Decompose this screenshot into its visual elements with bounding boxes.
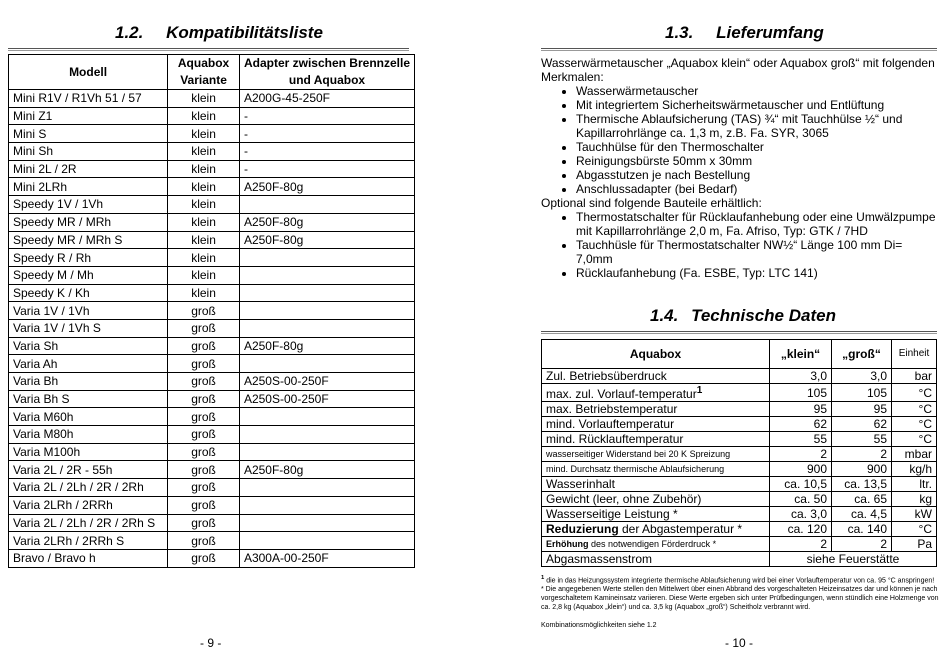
cell-variant: klein — [168, 178, 240, 196]
cell-variant: klein — [168, 231, 240, 249]
cell-model: Varia Ah — [9, 355, 168, 373]
table-row — [9, 160, 415, 178]
unit: ltr. — [892, 477, 937, 492]
page-number: - 9 - — [200, 636, 222, 650]
table-header-row — [9, 55, 415, 90]
cell-variant: groß — [168, 479, 240, 497]
cell-model: Varia Bh — [9, 373, 168, 391]
table-row — [9, 496, 415, 514]
label-text: max. zul. Vorlauf-temperatur — [546, 387, 697, 401]
value-gross: ca. 13,5 — [832, 477, 892, 492]
cell-variant: groß — [168, 496, 240, 514]
table-row — [9, 143, 415, 161]
cell-variant: groß — [168, 302, 240, 320]
row-value: siehe Feuerstätte — [770, 552, 937, 567]
table-row — [9, 408, 415, 426]
cell-variant: groß — [168, 355, 240, 373]
section-1-2-heading — [115, 23, 323, 43]
cell-adapter — [239, 284, 414, 302]
section-number: 1.2. — [115, 23, 144, 42]
unit: °C — [892, 522, 937, 537]
delivery-scope-text — [541, 56, 939, 280]
value-klein: 55 — [770, 432, 832, 447]
cell-model: Varia 2LRh / 2RRh S — [9, 532, 168, 550]
table-row — [542, 402, 937, 417]
cell-variant: groß — [168, 337, 240, 355]
cell-variant: klein — [168, 107, 240, 125]
header-variante-line1: Aquabox — [177, 56, 230, 70]
section-1-4-heading — [650, 306, 836, 326]
label-rest: des notwendigen Förderdruck * — [588, 539, 717, 549]
header-klein: „klein“ — [770, 340, 832, 369]
header-gross: „groß“ — [832, 340, 892, 369]
table-row — [9, 90, 415, 108]
unit: kg/h — [892, 462, 937, 477]
header-adapter-line2: und Aquabox — [288, 73, 366, 87]
label-emphasis: Erhöhung — [546, 539, 589, 549]
cell-model: Speedy M / Mh — [9, 266, 168, 284]
cell-adapter: A250F-80g — [239, 231, 414, 249]
cell-adapter — [239, 266, 414, 284]
cell-adapter — [239, 196, 414, 214]
cell-adapter — [239, 302, 414, 320]
value-klein: 3,0 — [770, 369, 832, 384]
table-row — [9, 549, 415, 567]
heading-rule — [541, 331, 937, 334]
cell-model: Mini R1V / R1Vh 51 / 57 — [9, 90, 168, 108]
cell-model: Speedy MR / MRh — [9, 213, 168, 231]
value-klein: 105 — [770, 384, 832, 402]
unit: kg — [892, 492, 937, 507]
unit: °C — [892, 384, 937, 402]
row-label — [542, 417, 770, 432]
cell-adapter: A250F-80g — [239, 178, 414, 196]
cell-adapter: A250S-00-250F — [239, 390, 414, 408]
table-row — [542, 522, 937, 537]
value-klein: ca. 3,0 — [770, 507, 832, 522]
cell-model: Mini S — [9, 125, 168, 143]
optional-item: • Tauchhüsle für Thermostatschalter NW½“ Länge 100 mm Di= 7,0mm — [576, 238, 939, 266]
cell-adapter: A250S-00-250F — [239, 373, 414, 391]
label-emphasis: Reduzierung — [546, 522, 619, 536]
table-row — [9, 196, 415, 214]
cell-adapter — [239, 514, 414, 532]
section-title: Kompatibilitätsliste — [166, 23, 323, 42]
cell-variant: groß — [168, 443, 240, 461]
cell-model: Mini 2L / 2R — [9, 160, 168, 178]
table-row — [9, 355, 415, 373]
header-aquabox: Aquabox — [542, 340, 770, 369]
cell-adapter — [239, 479, 414, 497]
feature-item: • Abgasstutzen je nach Bestellung — [576, 168, 939, 182]
value-gross: 55 — [832, 432, 892, 447]
table-row — [9, 532, 415, 550]
section-number: 1.4. — [650, 306, 679, 325]
value-gross: 95 — [832, 402, 892, 417]
cell-model: Speedy 1V / 1Vh — [9, 196, 168, 214]
row-label — [542, 522, 770, 537]
footnote-text: die in das Heizungssystem integrierte thermische Ablaufsicherung wird bei einer Vorlauftemperatur von ca. 95 °C anspringen! — [544, 577, 935, 585]
cell-adapter: A200G-45-250F — [239, 90, 414, 108]
cell-variant: groß — [168, 532, 240, 550]
cell-variant: groß — [168, 461, 240, 479]
table-row — [542, 384, 937, 402]
unit: °C — [892, 402, 937, 417]
cell-adapter — [239, 355, 414, 373]
header-adapter — [239, 55, 414, 90]
unit: °C — [892, 432, 937, 447]
table-row — [9, 479, 415, 497]
cell-model: Speedy MR / MRh S — [9, 231, 168, 249]
cell-variant: groß — [168, 390, 240, 408]
cell-adapter — [239, 426, 414, 444]
section-1-3-heading — [665, 23, 824, 43]
cell-adapter: - — [239, 125, 414, 143]
label-text: Wasserinhalt — [546, 477, 615, 491]
cell-model: Varia 2LRh / 2RRh — [9, 496, 168, 514]
footnote-mark: 1 — [696, 385, 703, 396]
cell-variant: klein — [168, 90, 240, 108]
label-text: mind. Durchsatz thermische Ablaufsicherung — [546, 464, 725, 474]
cell-model: Varia 2L / 2Lh / 2R / 2Rh S — [9, 514, 168, 532]
unit: mbar — [892, 447, 937, 462]
row-label — [542, 462, 770, 477]
optional-item: • Thermostatschalter für Rücklaufanhebung oder eine Umwälzpumpe mit Kapillarrohrlänge 2,0 m, Fa. Afriso, Typ: GTK / 7HD — [576, 210, 939, 238]
value-klein: 62 — [770, 417, 832, 432]
value-gross: ca. 140 — [832, 522, 892, 537]
cell-adapter: A300A-00-250F — [239, 549, 414, 567]
cell-variant: klein — [168, 125, 240, 143]
row-label: Abgasmassenstrom — [542, 552, 770, 567]
table-row — [9, 266, 415, 284]
label-text: Gewicht (leer, ohne Zubehör) — [546, 492, 702, 506]
optional-item: • Rücklaufanhebung (Fa. ESBE, Typ: LTC 141) — [576, 266, 939, 280]
cell-adapter — [239, 249, 414, 267]
label-text: mind. Rücklauftemperatur — [546, 432, 684, 446]
feature-item: • Tauchhülse für den Thermoschalter — [576, 140, 939, 154]
row-label — [542, 477, 770, 492]
cell-variant: klein — [168, 213, 240, 231]
value-klein: 95 — [770, 402, 832, 417]
cell-adapter — [239, 532, 414, 550]
table-row — [542, 492, 937, 507]
header-adapter-line1: Adapter zwischen Brennzelle — [243, 56, 410, 70]
header-einheit: Einheit — [892, 340, 937, 369]
footnote-2: * Die angegebenen Werte stellen den Mittelwert über einen Abbrand des vorgeschalteten Heizeinsatzes dar und können je nach vorgeschaltetem Kamineinsatz variieren. Diese Werte ergeben sich unter Prüfbedingungen, wenn stündlich eine Holzmenge von ca. 2,8 kg (Aquabox „klein“) und ca. 3,5 kg (Aquabox „groß“) Scheitholz verbrannt wird. — [541, 586, 939, 612]
cell-adapter: A250F-80g — [239, 213, 414, 231]
table-row — [9, 390, 415, 408]
cell-adapter: - — [239, 143, 414, 161]
table-row — [9, 302, 415, 320]
table-row — [542, 447, 937, 462]
heading-rule — [541, 48, 937, 51]
cell-model: Varia 1V / 1Vh S — [9, 319, 168, 337]
table-row — [9, 373, 415, 391]
cell-variant: klein — [168, 196, 240, 214]
label-text: mind. Vorlauftemperatur — [546, 417, 675, 431]
value-klein: 2 — [770, 447, 832, 462]
cell-variant: groß — [168, 319, 240, 337]
section-title: Lieferumfang — [716, 23, 824, 42]
cell-model: Varia M60h — [9, 408, 168, 426]
table-row — [9, 514, 415, 532]
table-row — [9, 284, 415, 302]
table-row — [542, 462, 937, 477]
cell-model: Varia Sh — [9, 337, 168, 355]
header-variante — [168, 55, 240, 90]
footnotes — [541, 574, 939, 630]
value-klein: ca. 10,5 — [770, 477, 832, 492]
label-text: Zul. Betriebsüberdruck — [546, 369, 667, 383]
cell-variant: klein — [168, 284, 240, 302]
value-gross: 3,0 — [832, 369, 892, 384]
cell-variant: klein — [168, 143, 240, 161]
page-number: - 10 - — [725, 636, 754, 650]
table-row — [542, 432, 937, 447]
table-row — [9, 125, 415, 143]
table-row — [542, 477, 937, 492]
value-gross: 2 — [832, 537, 892, 552]
cell-variant: groß — [168, 426, 240, 444]
feature-item: • Wasserwärmetauscher — [576, 84, 939, 98]
table-row — [9, 443, 415, 461]
cell-adapter — [239, 319, 414, 337]
table-row — [542, 417, 937, 432]
value-klein: ca. 120 — [770, 522, 832, 537]
cell-model: Varia 1V / 1Vh — [9, 302, 168, 320]
cell-variant: klein — [168, 160, 240, 178]
row-label — [542, 432, 770, 447]
table-row — [9, 337, 415, 355]
heading-rule — [8, 48, 409, 51]
row-label — [542, 507, 770, 522]
header-variante-line2: Variante — [180, 73, 227, 87]
value-gross: 62 — [832, 417, 892, 432]
cell-model: Bravo / Bravo h — [9, 549, 168, 567]
cell-adapter — [239, 496, 414, 514]
cell-adapter: - — [239, 107, 414, 125]
cell-variant: groß — [168, 373, 240, 391]
value-gross: ca. 4,5 — [832, 507, 892, 522]
cell-model: Varia 2L / 2Lh / 2R / 2Rh — [9, 479, 168, 497]
value-gross: ca. 65 — [832, 492, 892, 507]
unit: kW — [892, 507, 937, 522]
row-label — [542, 537, 770, 552]
table-row — [542, 507, 937, 522]
cell-adapter — [239, 408, 414, 426]
table-row — [9, 231, 415, 249]
table-row — [542, 552, 937, 567]
footnote-3: Kombinationsmöglichkeiten siehe 1.2 — [541, 622, 657, 630]
row-label — [542, 384, 770, 402]
cell-model: Mini 2LRh — [9, 178, 168, 196]
row-label — [542, 492, 770, 507]
footnote-1 — [541, 574, 939, 585]
value-gross: 900 — [832, 462, 892, 477]
table-row — [9, 249, 415, 267]
cell-model: Mini Z1 — [9, 107, 168, 125]
section-number: 1.3. — [665, 23, 694, 42]
feature-item: • Mit integriertem Sicherheitswärmetauscher und Entlüftung — [576, 98, 939, 112]
optional-list — [541, 210, 939, 280]
footnote-mark: 1 — [541, 575, 545, 581]
cell-model: Varia M100h — [9, 443, 168, 461]
optional-intro: Optional sind folgende Bauteile erhältlich: — [541, 196, 762, 210]
cell-variant: groß — [168, 514, 240, 532]
cell-adapter — [239, 443, 414, 461]
technical-data-table — [541, 339, 937, 567]
section-title: Technische Daten — [691, 306, 836, 325]
table-row — [9, 319, 415, 337]
row-label — [542, 402, 770, 417]
unit: bar — [892, 369, 937, 384]
cell-model: Mini Sh — [9, 143, 168, 161]
cell-model: Varia 2L / 2R - 55h — [9, 461, 168, 479]
table-row — [9, 461, 415, 479]
right-page — [475, 0, 950, 654]
feature-item: • Reinigungsbürste 50mm x 30mm — [576, 154, 939, 168]
value-klein: 2 — [770, 537, 832, 552]
cell-variant: groß — [168, 408, 240, 426]
table-row — [9, 107, 415, 125]
header-modell: Modell — [9, 55, 168, 90]
cell-model: Speedy R / Rh — [9, 249, 168, 267]
value-gross: 2 — [832, 447, 892, 462]
table-row — [542, 537, 937, 552]
cell-variant: groß — [168, 549, 240, 567]
value-klein: 900 — [770, 462, 832, 477]
cell-model: Varia Bh S — [9, 390, 168, 408]
cell-adapter: - — [239, 160, 414, 178]
cell-model: Speedy K / Kh — [9, 284, 168, 302]
table-row — [9, 426, 415, 444]
value-klein: ca. 50 — [770, 492, 832, 507]
cell-adapter: A250F-80g — [239, 337, 414, 355]
feature-item: • Anschlussadapter (bei Bedarf) — [576, 182, 939, 196]
unit: Pa — [892, 537, 937, 552]
cell-variant: klein — [168, 249, 240, 267]
label-text: wasserseitiger Widerstand bei 20 K Spreizung — [546, 449, 731, 459]
row-label — [542, 447, 770, 462]
label-text: Wasserseitige Leistung * — [546, 507, 678, 521]
cell-model: Varia M80h — [9, 426, 168, 444]
value-gross: 105 — [832, 384, 892, 402]
table-row — [542, 369, 937, 384]
cell-variant: klein — [168, 266, 240, 284]
unit: °C — [892, 417, 937, 432]
label-rest: der Abgastemperatur * — [618, 522, 743, 536]
delivery-intro: Wasserwärmetauscher „Aquabox klein“ oder Aquabox groß“ mit folgenden Merkmalen: — [541, 56, 935, 84]
label-text: max. Betriebstemperatur — [546, 402, 678, 416]
table-header-row — [542, 340, 937, 369]
row-label — [542, 369, 770, 384]
compatibility-table — [8, 54, 415, 568]
feature-item: • Thermische Ablaufsicherung (TAS) ¾“ mit Tauchhülse ½“ und Kapillarrohrlänge ca. 1,3 m, z.B. Fa. SYR, 3065 — [576, 112, 939, 140]
cell-adapter: A250F-80g — [239, 461, 414, 479]
table-row — [9, 178, 415, 196]
table-row — [9, 213, 415, 231]
feature-list — [541, 84, 939, 196]
